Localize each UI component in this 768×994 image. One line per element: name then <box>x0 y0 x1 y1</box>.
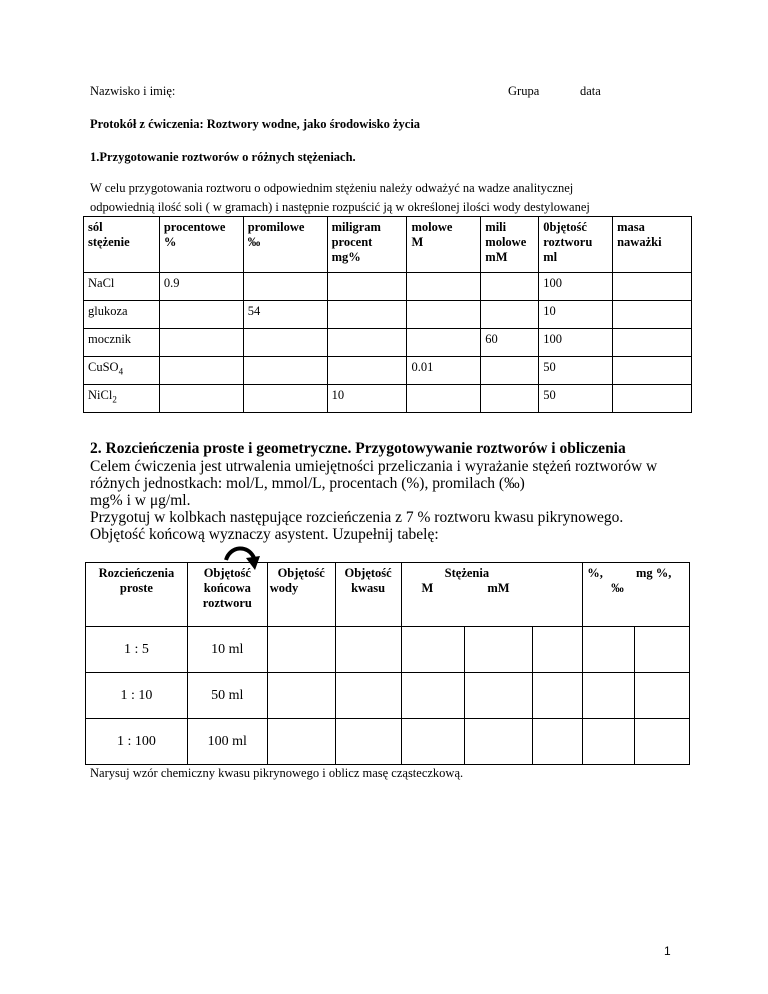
table-cell[interactable] <box>267 719 335 765</box>
table-cell[interactable] <box>327 357 407 385</box>
table-row <box>84 357 692 385</box>
concentration-table <box>83 216 692 413</box>
header-percent-group: %, mg %, ‰ <box>583 563 690 627</box>
table-cell[interactable] <box>159 329 243 357</box>
table-cell[interactable] <box>613 301 692 329</box>
table-cell[interactable] <box>159 357 243 385</box>
section2-heading: 2. Rozcieńczenia proste i geometryczne. Przygotowywanie roztworów i obliczenia <box>90 440 626 457</box>
section1-intro-line1: W celu przygotowania roztworu o odpowiednim stężeniu należy odważyć na wadze analitycznej <box>90 181 574 195</box>
formula-nicl2: NiCl$_2$ <box>88 388 117 405</box>
table-cell: NaCl <box>84 273 160 301</box>
table-row <box>86 627 690 673</box>
table-cell[interactable] <box>613 385 692 413</box>
header-cell: procentowe % <box>159 217 243 273</box>
table-cell[interactable] <box>613 273 692 301</box>
table-header-row <box>86 563 690 627</box>
table-cell[interactable] <box>159 385 243 413</box>
table-cell[interactable]: 100 <box>539 329 613 357</box>
header-cell: miligram procent mg% <box>327 217 407 273</box>
table-row <box>84 329 692 357</box>
section2-line3: mg% i w μg/ml. <box>90 492 191 509</box>
group-label: Grupa <box>508 84 540 98</box>
table-row <box>86 673 690 719</box>
dilution-table <box>85 562 690 765</box>
table-cell[interactable] <box>481 301 539 329</box>
table-row <box>84 273 692 301</box>
table-row <box>84 301 692 329</box>
section2-line2: różnych jednostkach: mol/L, mmol/L, procentach (%), promilach (‰) <box>90 475 525 492</box>
section2-line1: Celem ćwiczenia jest utrwalenia umiejętności przeliczania i wyrażanie stężeń roztworów w <box>90 458 658 475</box>
table-cell[interactable] <box>159 301 243 329</box>
table-cell: glukoza <box>84 301 160 329</box>
table-cell[interactable] <box>335 719 401 765</box>
table-cell[interactable] <box>533 673 583 719</box>
table-cell[interactable] <box>481 357 539 385</box>
header-cell: sól stężenie <box>84 217 160 273</box>
table-cell[interactable] <box>533 719 583 765</box>
header-acid-volume: Objętość kwasu <box>335 563 401 627</box>
section2-line5: Objętość końcową wyznaczy asystent. Uzupełnij tabelę: <box>90 526 439 543</box>
table-cell[interactable] <box>583 673 635 719</box>
table-cell[interactable] <box>481 385 539 413</box>
section1-heading: 1.Przygotowanie roztworów o różnych stężeniach. <box>90 150 356 164</box>
header-water-volume: Objętość wody <box>267 563 335 627</box>
table-cell[interactable] <box>401 719 533 765</box>
table-cell[interactable] <box>407 273 481 301</box>
table-cell[interactable] <box>401 627 533 673</box>
table-cell[interactable] <box>335 673 401 719</box>
volume-cell: 100 ml <box>187 719 267 765</box>
header-concentrations: Stężenia M mM <box>401 563 583 627</box>
protocol-title: Protokół z ćwiczenia: Roztwory wodne, jako środowisko życia <box>90 117 421 131</box>
table-cell[interactable] <box>583 719 635 765</box>
table-cell[interactable] <box>243 329 327 357</box>
table-cell[interactable] <box>635 673 690 719</box>
table-cell[interactable] <box>327 301 407 329</box>
volume-cell: 10 ml <box>187 627 267 673</box>
table-cell[interactable]: 10 <box>539 301 613 329</box>
header-cell: promilowe ‰ <box>243 217 327 273</box>
table-row <box>84 385 692 413</box>
table-cell[interactable] <box>583 627 635 673</box>
table-cell[interactable] <box>407 301 481 329</box>
table-cell[interactable] <box>407 329 481 357</box>
table-cell[interactable] <box>327 329 407 357</box>
header-cell: masa naważki <box>613 217 692 273</box>
table-cell[interactable] <box>613 357 692 385</box>
table-row <box>86 719 690 765</box>
table-cell[interactable]: 0.01 <box>407 357 481 385</box>
table-cell[interactable] <box>635 627 690 673</box>
table-cell <box>84 357 160 385</box>
table-cell[interactable] <box>267 627 335 673</box>
table-cell[interactable] <box>481 273 539 301</box>
volume-cell: 50 ml <box>187 673 267 719</box>
header-cell: mili molowe mM <box>481 217 539 273</box>
header-cell: 0bjętość roztworu ml <box>539 217 613 273</box>
footer-instruction: Narysuj wzór chemiczny kwasu pikrynowego i oblicz masę cząsteczkową. <box>90 766 464 780</box>
table-cell[interactable] <box>243 385 327 413</box>
table-cell <box>84 385 160 413</box>
table-cell[interactable] <box>533 627 583 673</box>
header-cell: molowe M <box>407 217 481 273</box>
section1-intro-line2: odpowiednią ilość soli ( w gramach) i następnie rozpuścić ją w określonej ilości wody destylowanej <box>90 200 590 214</box>
table-cell: mocznik <box>84 329 160 357</box>
table-cell[interactable] <box>243 357 327 385</box>
date-label: data <box>580 84 601 98</box>
table-cell[interactable]: 100 <box>539 273 613 301</box>
table-cell[interactable] <box>335 627 401 673</box>
table-cell[interactable]: 0.9 <box>159 273 243 301</box>
dilution-cell: 1 : 100 <box>86 719 188 765</box>
table-cell[interactable] <box>327 273 407 301</box>
table-cell[interactable]: 50 <box>539 385 613 413</box>
section2-line4: Przygotuj w kolbkach następujące rozcieńczenia z 7 % roztworu kwasu pikrynowego. <box>90 509 624 526</box>
table-cell[interactable] <box>407 385 481 413</box>
header-dilution: Rozcieńczenia proste <box>86 563 188 627</box>
table-cell[interactable]: 54 <box>243 301 327 329</box>
table-cell[interactable] <box>267 673 335 719</box>
table-cell[interactable] <box>401 673 533 719</box>
table-cell[interactable]: 10 <box>327 385 407 413</box>
table-cell[interactable]: 50 <box>539 357 613 385</box>
dilution-cell: 1 : 10 <box>86 673 188 719</box>
name-label: Nazwisko i imię: <box>90 84 176 98</box>
table-cell[interactable]: 60 <box>481 329 539 357</box>
table-cell[interactable] <box>635 719 690 765</box>
dilution-cell: 1 : 5 <box>86 627 188 673</box>
formula-cuso4: CuSO$_4$ <box>88 360 124 377</box>
header-final-volume: Objętość końcowa roztworu <box>187 563 267 627</box>
table-cell[interactable] <box>243 273 327 301</box>
table-cell[interactable] <box>613 329 692 357</box>
page-number: 1 <box>664 944 671 958</box>
table-header-row <box>84 217 692 273</box>
